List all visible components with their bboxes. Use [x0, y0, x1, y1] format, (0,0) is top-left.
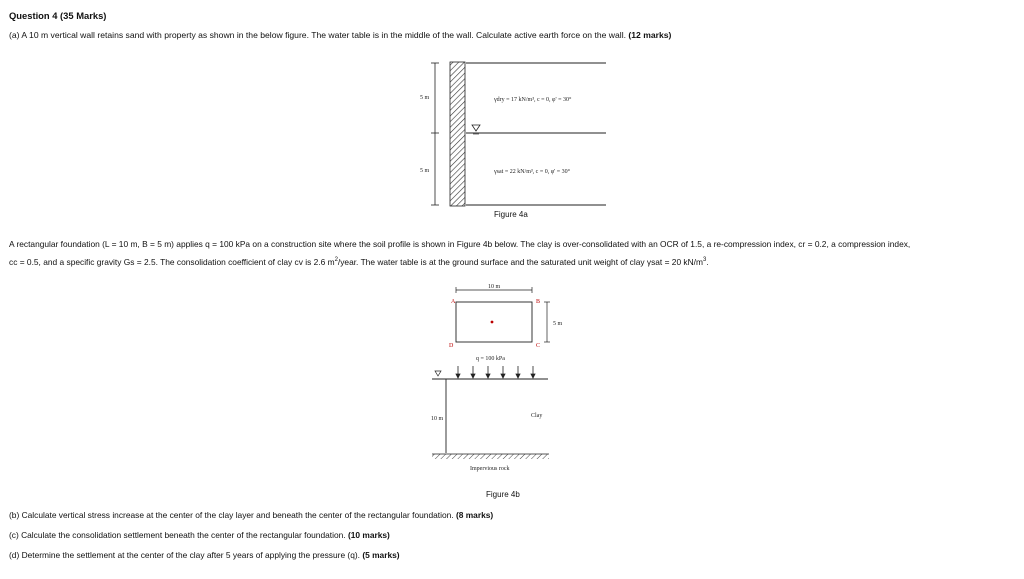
center-point-icon [491, 321, 494, 324]
paragraph-line2-part-c: . [706, 256, 709, 267]
part-a-text: (a) A 10 m vertical wall retains sand with property as shown in the below figure. The water table is in the middle of the wall. Calculate active earth force on the wall. [9, 30, 626, 40]
impervious-rock-hatch [432, 454, 549, 459]
layer-bottom-properties: γsat = 22 kN/m³, c = 0, φ' = 30° [494, 169, 571, 175]
layer-top-properties: γdry = 17 kN/m³, c = 0, φ' = 30° [494, 97, 572, 103]
foundation-paragraph-line-1: A rectangular foundation (L = 10 m, B = 5 m) applies q = 100 kPa on a construction site where the soil profile is shown in Figure 4b below. The clay is over-consolidated with an OCR of 1.5, a re-compression index, cr = 0.2, a compression index, [9, 239, 911, 249]
paragraph-line2-part-a: cc = 0.5, and a specific gravity Gs = 2.5. The consolidation coefficient of clay cv is 2.6 m [9, 256, 335, 267]
load-label: q = 100 kPa [476, 356, 505, 362]
corner-c-label: C [536, 343, 541, 349]
foundation-plan-rectangle [456, 302, 532, 342]
corner-d-label: D [449, 343, 454, 349]
part-a-marks: (12 marks) [628, 30, 672, 40]
part-b-text: (b) Calculate vertical stress increase at the center of the clay layer and beneath the center of the rectangular foundation. [9, 510, 454, 520]
paragraph-sup-1: 2 [334, 257, 338, 263]
part-d-question [9, 550, 400, 561]
dim-top-label: 5 m [420, 95, 430, 101]
water-table-icon-4b [435, 371, 441, 376]
rock-label: Impervious rock [470, 466, 510, 472]
part-c-question [9, 530, 390, 541]
corner-b-label: B [536, 299, 541, 305]
figure-4a-caption: Figure 4a [494, 210, 528, 219]
length-label: 10 m [488, 284, 501, 290]
corner-a-label: A [451, 299, 456, 305]
load-arrows [456, 366, 535, 378]
paragraph-sup-2: 3 [702, 257, 707, 263]
dim-bottom-label: 5 m [420, 168, 430, 174]
soil-label: Clay [531, 413, 543, 419]
part-c-text: (c) Calculate the consolidation settlement beneath the center of the rectangular foundation. [9, 530, 346, 540]
part-b-marks: (8 marks) [455, 510, 494, 520]
part-d-marks: (5 marks) [362, 550, 400, 560]
part-d-text: (d) Determine the settlement at the center of the clay after 5 years of applying the pressure (q). [9, 550, 360, 560]
question-title: Question 4 (35 Marks) [9, 10, 107, 21]
width-label: 5 m [553, 321, 563, 327]
depth-label: 10 m [431, 416, 444, 422]
paragraph-line2-part-b: /year. The water table is at the ground surface and the saturated unit weight of clay γsat = 20 kN/m [337, 256, 703, 267]
figure-4b-caption: Figure 4b [486, 490, 520, 499]
part-c-marks: (10 marks) [347, 530, 390, 540]
part-b-question [9, 510, 493, 521]
